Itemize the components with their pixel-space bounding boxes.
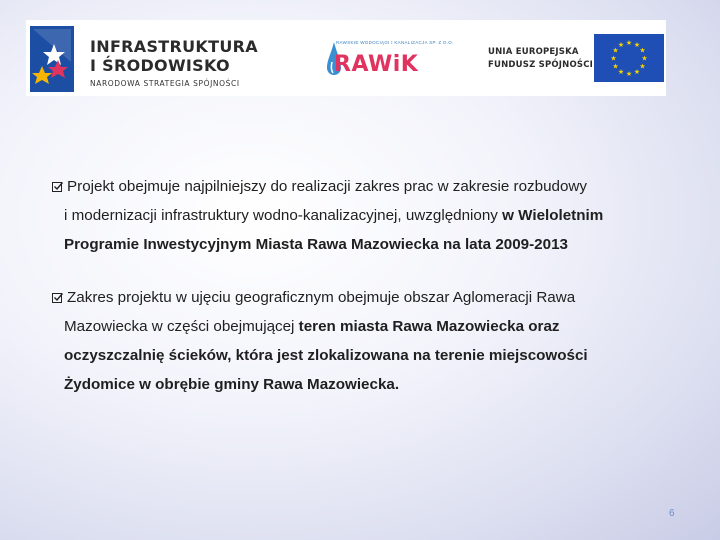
svg-text:★: ★: [639, 46, 646, 55]
svg-text:★: ★: [612, 62, 619, 71]
rawik-wordmark: RAWiK: [334, 52, 419, 77]
paragraph2-line2-bold: teren miasta Rawa Mazowiecka oraz: [298, 318, 560, 335]
paragraph1-line1: Projekt obejmuje najpilniejszy do realizacji zakres prac w zakresie rozbudowy: [67, 178, 587, 195]
logo-bar: [26, 20, 666, 96]
svg-text:★: ★: [625, 39, 633, 47]
bullet-paragraph-2: [52, 283, 652, 399]
svg-text:★: ★: [639, 62, 646, 71]
checkbox-bullet-icon: [52, 182, 62, 192]
checkbox-bullet-icon: [52, 293, 62, 303]
programme-logo-line3: NARODOWA STRATEGIA SPÓJNOŚCI: [90, 79, 240, 88]
svg-text:★: ★: [617, 41, 625, 49]
paragraph2-line3: oczyszczalnię ścieków, która jest zlokalizowana na terenie miejscowości: [64, 347, 588, 364]
eu-logo-line2: FUNDUSZ SPÓJNOŚCI: [488, 60, 594, 70]
rawik-tagline: RAWSKIE WODOCIĄGI I KANALIZACJA SP. Z O.O.: [336, 40, 454, 45]
paragraph1-line2-bold: w Wieloletnim: [502, 207, 604, 224]
svg-text:★: ★: [625, 70, 633, 78]
programme-flag-icon: [30, 26, 74, 92]
eu-logo-text: [488, 46, 593, 72]
slide-body: [52, 172, 652, 423]
svg-text:★: ★: [633, 41, 641, 49]
paragraph2-line2-text: Mazowiecka w części obejmującej: [64, 318, 299, 335]
svg-text:★: ★: [633, 68, 641, 76]
programme-logo-line2: I ŚRODOWISKO: [90, 56, 230, 75]
eu-logo-line1: UNIA EUROPEJSKA: [488, 47, 579, 57]
programme-logo-text: [90, 37, 258, 88]
eu-flag-icon: [594, 34, 664, 82]
page-number: 6: [669, 508, 675, 519]
paragraph2-line1: Zakres projektu w ujęciu geograficznym obejmuje obszar Aglomeracji Rawa: [67, 289, 576, 306]
paragraph1-line3: Programie Inwestycyjnym Miasta Rawa Mazowiecka na lata 2009-2013: [64, 236, 568, 253]
bullet-paragraph-1: [52, 172, 652, 259]
paragraph1-line2-text: i modernizacji infrastruktury wodno-kanalizacyjnej, uwzględniony: [64, 207, 503, 224]
svg-text:★: ★: [610, 54, 617, 63]
svg-text:★: ★: [617, 68, 625, 76]
svg-text:★: ★: [612, 46, 619, 55]
rawik-logo: [322, 40, 454, 84]
paragraph2-line4: Żydomice w obrębie gminy Rawa Mazowiecka.: [64, 376, 400, 393]
programme-logo-line1: INFRASTRUKTURA: [90, 37, 258, 56]
svg-text:★: ★: [641, 54, 648, 63]
